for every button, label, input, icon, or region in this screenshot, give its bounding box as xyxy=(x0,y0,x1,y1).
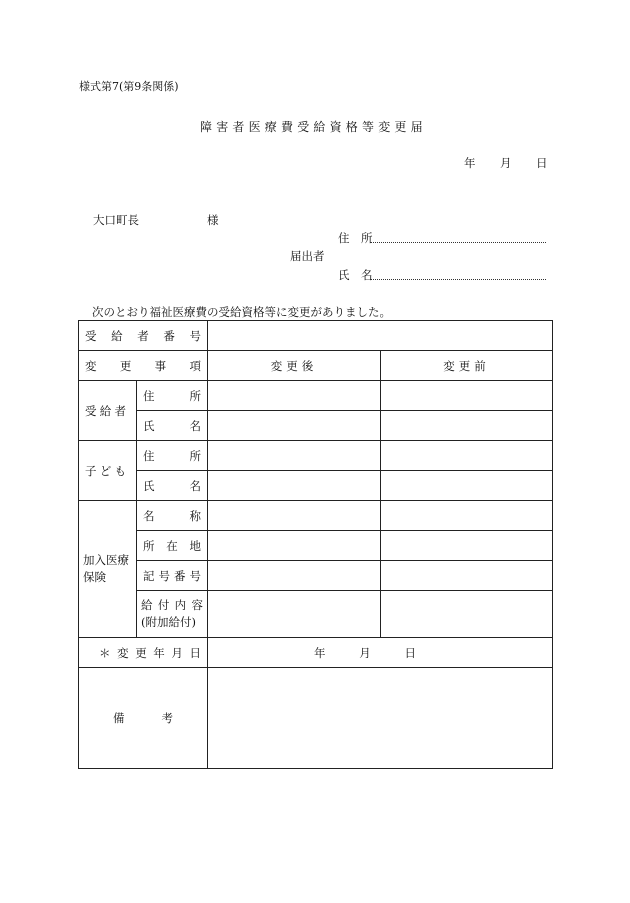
address-label: 住 所 xyxy=(338,231,373,245)
before-cell[interactable] xyxy=(381,411,553,441)
table-row xyxy=(79,638,553,668)
row-label-address: 住 所 xyxy=(137,441,208,471)
table-row xyxy=(79,381,553,411)
after-cell[interactable] xyxy=(208,561,381,591)
before-cell[interactable] xyxy=(381,381,553,411)
table-row xyxy=(79,321,553,351)
after-cell[interactable] xyxy=(208,381,381,411)
date-year-label: 年 xyxy=(464,156,476,170)
row-label-symbol-number: 記 号 番 号 xyxy=(137,561,208,591)
remarks-label: 備 考 xyxy=(79,668,208,769)
row-label-insurer-name: 名 称 xyxy=(137,501,208,531)
table-row xyxy=(79,471,553,501)
recipient-number-field[interactable] xyxy=(208,321,553,351)
row-label-location: 所 在 地 xyxy=(137,531,208,561)
after-cell[interactable] xyxy=(208,411,381,441)
name-label: 氏 名 xyxy=(338,268,373,282)
table-row xyxy=(79,351,553,381)
notifier-label: 届出者 xyxy=(290,249,325,263)
group-label-insurance: 加入医療 保険 xyxy=(79,501,137,638)
document-title: 障害者医療費受給資格等変更届 xyxy=(200,120,427,134)
row-label-benefit: 給 付 内 容 (附加給付) xyxy=(137,591,208,638)
change-item-header: 変 更 事 項 xyxy=(79,351,208,381)
table-row xyxy=(79,561,553,591)
after-cell[interactable] xyxy=(208,501,381,531)
change-date-day: 日 xyxy=(404,645,416,660)
before-cell[interactable] xyxy=(381,561,553,591)
form-number: 様式第7(第9条関係) xyxy=(79,80,179,93)
after-cell[interactable] xyxy=(208,471,381,501)
date-day-label: 日 xyxy=(536,156,548,170)
after-change-header: 変更後 xyxy=(208,351,381,381)
change-form-table xyxy=(78,320,553,769)
additional-benefit-label: (附加給付) xyxy=(141,615,196,629)
change-date-field[interactable] xyxy=(208,638,553,668)
before-cell[interactable] xyxy=(381,501,553,531)
intro-text: 次のとおり福祉医療費の受給資格等に変更がありました。 xyxy=(92,305,391,319)
before-cell[interactable] xyxy=(381,531,553,561)
row-label-name: 氏 名 xyxy=(137,411,208,441)
after-cell[interactable] xyxy=(208,531,381,561)
row-label-name: 氏 名 xyxy=(137,471,208,501)
after-cell[interactable] xyxy=(208,441,381,471)
group-label-recipient: 受 給 者 xyxy=(79,381,137,441)
before-cell[interactable] xyxy=(381,471,553,501)
table-row xyxy=(79,668,553,769)
recipient-number-label: 受 給 者 番 号 xyxy=(79,321,208,351)
table-row xyxy=(79,411,553,441)
address-fill-line[interactable] xyxy=(370,242,546,243)
before-cell[interactable] xyxy=(381,591,553,638)
addressee-honorific: 様 xyxy=(207,213,219,227)
change-date-label: ＊ 変 更 年 月 日 xyxy=(79,638,208,668)
before-cell[interactable] xyxy=(381,441,553,471)
group-label-child: 子 ど も xyxy=(79,441,137,501)
change-date-month: 月 xyxy=(359,645,371,660)
date-month-label: 月 xyxy=(500,156,512,170)
table-row xyxy=(79,531,553,561)
after-cell[interactable] xyxy=(208,591,381,638)
remarks-field[interactable] xyxy=(208,668,553,769)
table-row xyxy=(79,501,553,531)
table-row xyxy=(79,591,553,638)
change-date-year: 年 xyxy=(314,645,326,660)
name-fill-line[interactable] xyxy=(370,279,546,280)
addressee-name: 大口町長 xyxy=(93,213,139,227)
before-change-header: 変更前 xyxy=(381,351,553,381)
row-label-address: 住 所 xyxy=(137,381,208,411)
table-row xyxy=(79,441,553,471)
